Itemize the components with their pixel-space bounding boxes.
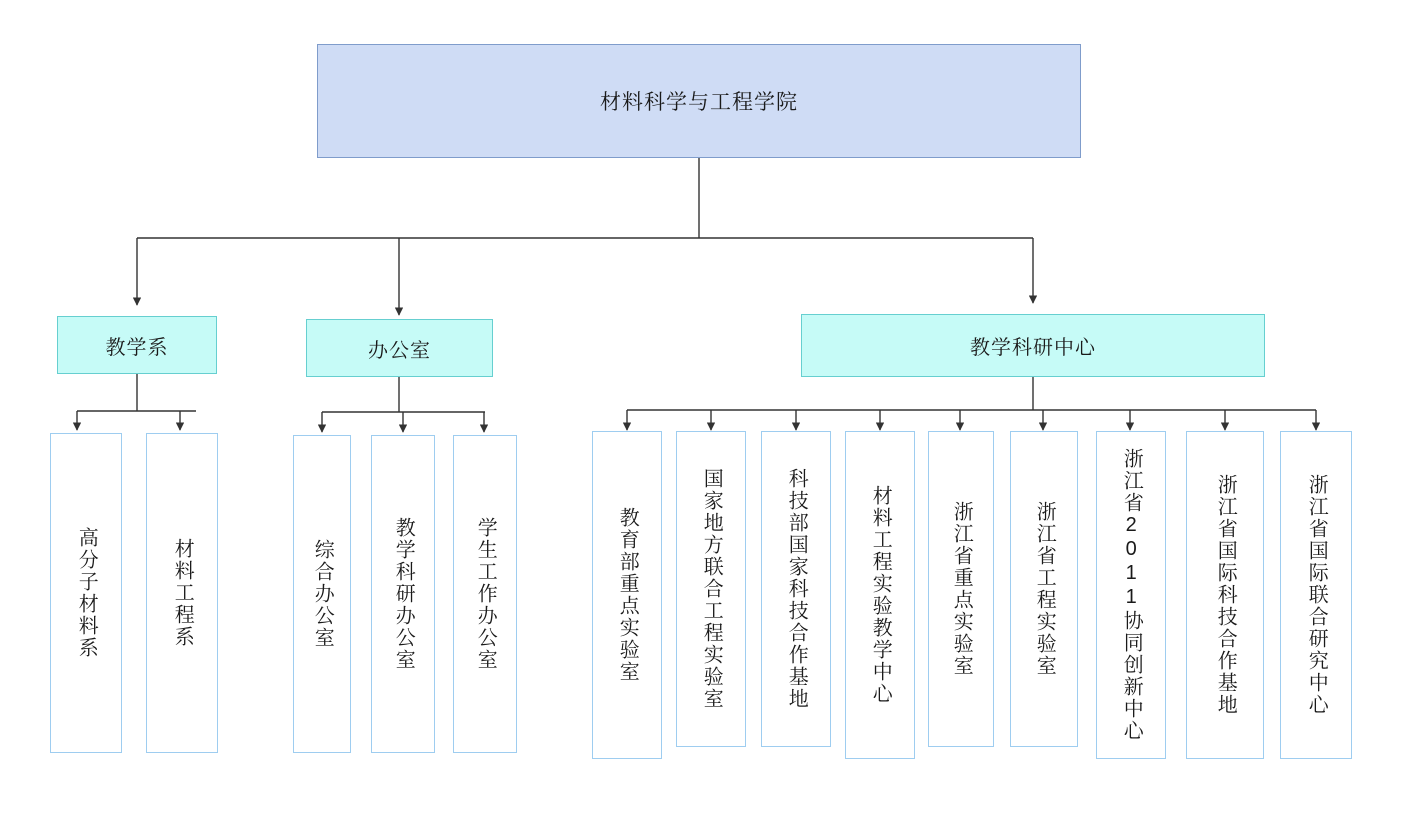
node-department-research-center-label: 教学科研中心 bbox=[970, 337, 1096, 359]
node-leaf-materials-engineering-label: 材料工程系 bbox=[171, 538, 194, 648]
node-leaf-zhejiang-2011-center[interactable] bbox=[1096, 431, 1166, 759]
node-department-office-label: 办公室 bbox=[368, 339, 431, 362]
node-leaf-zhejiang-key-lab-label: 浙江省重点实验室 bbox=[950, 501, 973, 677]
node-leaf-moe-key-lab-label: 教育部重点实验室 bbox=[616, 507, 639, 683]
node-leaf-teaching-research-office[interactable] bbox=[371, 435, 435, 753]
node-root[interactable] bbox=[317, 44, 1081, 158]
node-leaf-materials-engineering[interactable] bbox=[146, 433, 218, 753]
node-leaf-zhejiang-intl-joint-research-center-label: 浙江省国际联合研究中心 bbox=[1305, 474, 1328, 716]
node-department-teaching[interactable] bbox=[57, 316, 217, 374]
node-leaf-general-office[interactable] bbox=[293, 435, 351, 753]
node-leaf-student-affairs-office-label: 学生工作办公室 bbox=[474, 517, 497, 671]
node-leaf-most-cooperation-base[interactable] bbox=[761, 431, 831, 747]
node-leaf-teaching-research-office-label: 教学科研办公室 bbox=[392, 517, 415, 671]
node-leaf-materials-engineering-teaching-center[interactable] bbox=[845, 431, 915, 759]
node-leaf-polymer-materials[interactable] bbox=[50, 433, 122, 753]
node-department-research-center[interactable] bbox=[801, 314, 1265, 377]
node-leaf-national-local-joint-lab-label: 国家地方联合工程实验室 bbox=[700, 468, 723, 710]
node-leaf-zhejiang-intl-cooperation-base-label: 浙江省国际科技合作基地 bbox=[1214, 474, 1237, 716]
node-leaf-zhejiang-key-lab[interactable] bbox=[928, 431, 994, 747]
node-leaf-moe-key-lab[interactable] bbox=[592, 431, 662, 759]
node-leaf-materials-engineering-teaching-center-label: 材料工程实验教学中心 bbox=[869, 485, 892, 705]
node-leaf-zhejiang-engineering-lab[interactable] bbox=[1010, 431, 1078, 747]
node-leaf-zhejiang-intl-cooperation-base[interactable] bbox=[1186, 431, 1264, 759]
node-department-teaching-label: 教学系 bbox=[105, 336, 169, 359]
node-leaf-national-local-joint-lab[interactable] bbox=[676, 431, 746, 747]
node-leaf-zhejiang-2011-center-label: 浙江省2011协同创新中心 bbox=[1120, 448, 1143, 742]
node-leaf-zhejiang-intl-joint-research-center[interactable] bbox=[1280, 431, 1352, 759]
node-root-label: 材料科学与工程学院 bbox=[600, 91, 798, 114]
node-leaf-polymer-materials-label: 高分子材料系 bbox=[75, 527, 98, 659]
node-leaf-most-cooperation-base-label: 科技部国家科技合作基地 bbox=[785, 468, 808, 710]
node-department-office[interactable] bbox=[306, 319, 493, 377]
node-leaf-zhejiang-engineering-lab-label: 浙江省工程实验室 bbox=[1033, 501, 1056, 677]
node-leaf-general-office-label: 综合办公室 bbox=[311, 539, 334, 649]
node-leaf-student-affairs-office[interactable] bbox=[453, 435, 517, 753]
